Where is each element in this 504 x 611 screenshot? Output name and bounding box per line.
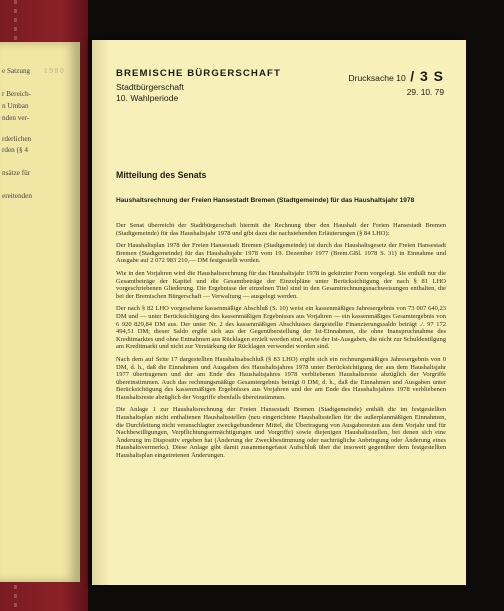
previous-page-faint-text: 1 9 8 0 <box>44 67 64 75</box>
previous-page-line: r Bereich- <box>2 90 31 98</box>
document-date: 29. 10. 79 <box>406 87 444 97</box>
binder-cover <box>0 0 88 611</box>
organization-name: BREMISCHE BÜRGERSCHAFT <box>116 68 281 79</box>
document-title: Haushaltsrechnung der Freien Hansestadt Bremen (Stadtgemeinde) für das Haushaltsjahr 1978 <box>116 197 415 204</box>
letterhead <box>116 68 281 104</box>
paragraph: Der Haushaltsplan 1978 der Freien Hansestadt Bremen (Stadtgemeinde) ist durch das Haushaltsgesetz der Freien Hansestadt Bremen (Stadtgemeinde) für das Haushaltsjahr 1978 vom 19. Dezember 1977 (Brem.GBl. 1978 S. 31) in Einnahme und Ausgabe auf 2 072 983 210,— DM festgestellt worden. <box>116 242 446 265</box>
paragraph: Nach dem auf Seite 17 dargestellten Haushaltsabschluß (§ 83 LHO) ergibt sich ein rechnungsmäßiges Jahresergebnis von 0 DM, d. h., daß die Einnahmen und Ausgaben des Haushaltsjahres 1978 unter Berücksichtigung der aus dem Haushaltsjahr 1977 übertragenen und der am Ende des Haushaltsjahres 1978 verbliebenen Haushaltsreste abzüglich der Vorgriffe übereinstimmen. Auch das rechnungsmäßige Gesamtergebnis beträgt 0 DM, d. h., daß die Einnahmen und Ausgaben unter Berücksichtigung des kassenmäßigen Ergebnisses aus Vorjahren und der am Ende des Haushaltsjahres 1978 verbliebenen Haushaltsreste abzüglich der Vorgriffe ebenfalls übereinstimmen. <box>116 355 446 401</box>
previous-page-line: rden (§ 4 <box>2 146 28 154</box>
previous-page-line: n Umban <box>2 102 29 110</box>
previous-page-line: nsätze für <box>2 169 31 177</box>
previous-page-edge <box>0 42 80 582</box>
previous-page-line: e Satzung <box>2 67 31 75</box>
page-gutter-shadow <box>92 40 110 585</box>
previous-page-line: rderlichen <box>2 135 32 143</box>
body-text <box>116 222 446 464</box>
previous-page-line: ereitenden <box>2 192 32 200</box>
chamber-name: Stadtbürgerschaft <box>116 82 184 92</box>
paragraph: Wie in den Vorjahren wird die Haushaltsrechnung für das Haushaltsjahr 1978 in gekürzter Form vorgelegt. Sie enthält nur die Gesamtbeträge der Kapitel und die Gesamtbeträge der Einzelpläne unter Berücksichtigung der nach § 81 LHO vorgeschriebenen Gliederung. Die Ergebnisse der einzelnen Titel sind in den Gesamtrechnungsnachweisungen enthalten, die bei der Bremischen Bürgerschaft — Verwaltung — ausgelegt werden. <box>116 270 446 300</box>
paragraph: Der nach § 82 LHO vorgesehene kassenmäßige Abschluß (S. 10) weist ein kassenmäßiges Jahresergebnis von 73 007 640,23 DM und — unter Berücksichtigung des kassenmäßigen Ergebnisses aus Vorjahren — ein kassenmäßiges Gesamtergebnis von 6 920 829,84 DM aus. Der unter Nr. 2 des kassenmäßigen Abschlusses dargestellte Finanzierungssaldo beträgt ./. 97 172 494,51 DM; dieser Saldo ergibt sich aus der Gegenüberstellung der Ist-Einnahmen, die ohne Inanspruchnahme des Kreditmarktes und ohne Entnahmen aus Rücklagen erzielt worden sind, sowie der Ist-Ausgaben, die nicht zur Schuldentilgung am Kreditmarkt und nicht zur Verstärkung der Rücklagen verwendet worden sind. <box>116 305 446 351</box>
section-title: Mitteilung des Senats <box>116 170 207 180</box>
legislative-period: 10. Wahlperiode <box>116 93 179 103</box>
paragraph: Der Senat überreicht der Stadtbürgerschaft hiermit die Rechnung über den Haushalt der Freien Hansestadt Bremen (Stadtgemeinde) für das Haushaltsjahr 1978 und gibt dazu die nachstehenden Erläuterungen (§ 84 LHO): <box>116 222 446 237</box>
drucksache-label: Drucksache 10 <box>348 73 406 83</box>
previous-page-line: nden ver- <box>2 114 30 122</box>
drucksache-number: / 3 S <box>410 68 444 84</box>
document-reference <box>348 68 444 97</box>
document-page <box>92 40 466 585</box>
paragraph: Die Anlage 1 zur Haushaltsrechnung der Freien Hansestadt Bremen (Stadtgemeinde) enthält die im festgestellten Haushaltsplan nicht enthaltenen Haushaltsstellen (neu eingerichtete Haushaltsstellen für die außerplanmäßigen Einnahmen, die Durchleitung nicht veranschlagter zweckgebundener Mittel, die Übertragung von Ausgaberesten aus dem Vorjahr und für Nachbewilligungen, Verpflichtungsermächtigungen und Vorgriffe) sowie diejenigen Haushaltsstellen, bei denen sich eine Änderung im Dispositiv ergeben hat (Änderung der Zweckbestimmung oder nachträgliche Anbringung oder Änderung eines Haushaltsvermerks). Diese Anlage gibt damit zusammengefasst Aufschluß über die insoweit gegenüber dem festgestellten Haushaltsplan eingetretenen Änderungen. <box>116 406 446 459</box>
